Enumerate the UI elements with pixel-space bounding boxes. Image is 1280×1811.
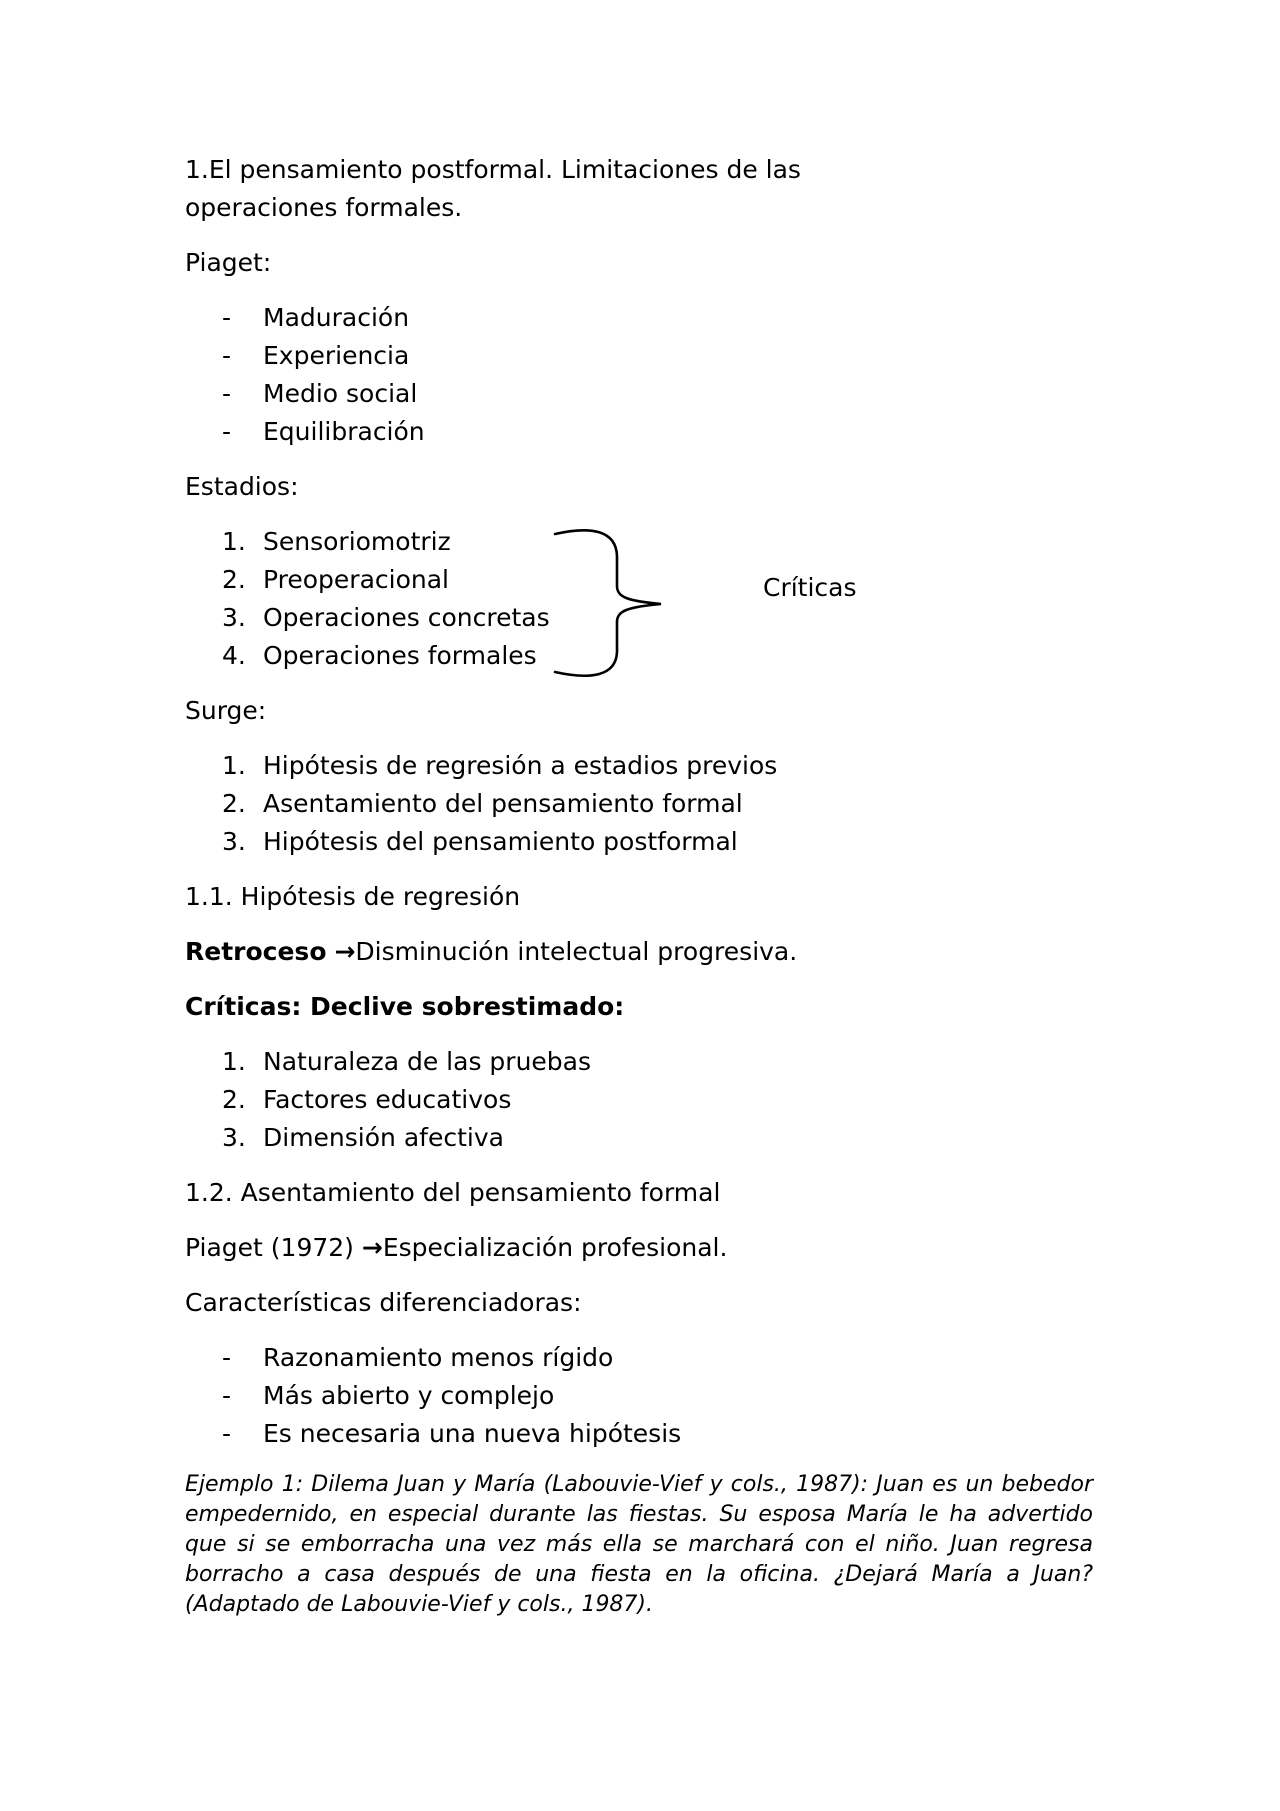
list-item: Dimensión afectiva (263, 1123, 504, 1152)
list-item: - Es necesaria una nueva hipótesis (185, 1415, 1093, 1453)
caracteristicas-label: Características diferenciadoras: (185, 1288, 582, 1317)
piaget-1972-text: Especialización profesional. (382, 1233, 728, 1262)
list-item: Naturaleza de las pruebas (263, 1047, 592, 1076)
ejemplo-paragraph: Ejemplo 1: Dilema Juan y María (Labouvie-Vief y cols., 1987): Juan es un bebedor empedernido, en especial durante las fiestas. Su esposa María le ha advertido que si se emborracha una vez más ella se marchará con el niño. Juan regresa borracho a casa después de una fiesta en la oficina. ¿Dejará María a Juan? (Adaptado de Labouvie-Vief y cols., 1987). (185, 1472, 1093, 1617)
list-item: Asentamiento del pensamiento formal (263, 789, 743, 818)
list-item: Hipótesis del pensamiento postformal (263, 827, 738, 856)
document-content (185, 151, 1093, 1637)
brace-graphic (553, 524, 668, 682)
list-item: Operaciones concretas (263, 603, 550, 632)
list-item: Hipótesis de regresión a estadios previos (263, 751, 778, 780)
estadios-label: Estadios: (185, 472, 299, 501)
retroceso-text: Disminución intelectual progresiva. (355, 937, 798, 966)
piaget-factors-list (185, 299, 1093, 451)
list-item: Operaciones formales (263, 641, 537, 670)
section-1-2-heading: 1.2. Asentamiento del pensamiento formal (185, 1178, 721, 1207)
retroceso-line (185, 933, 1093, 971)
list-item: Preoperacional (263, 565, 449, 594)
piaget-1972-line (185, 1229, 1093, 1267)
criticas-annotation: Críticas (763, 573, 857, 602)
right-arrow-icon: → (361, 1233, 383, 1262)
section-1-1-heading: 1.1. Hipótesis de regresión (185, 882, 521, 911)
list-item: Factores educativos (263, 1085, 512, 1114)
piaget-label: Piaget: (185, 248, 272, 277)
criticas-list (185, 1043, 1093, 1157)
list-item: - Equilibración (185, 413, 1093, 451)
criticas-heading: Críticas: Declive sobrestimado: (185, 992, 625, 1021)
right-arrow-icon: → (334, 937, 356, 966)
page-title: 1.El pensamiento postformal. Limitaciones de las operaciones formales. (185, 155, 801, 222)
list-item: - Maduración (185, 299, 1093, 337)
list-item: - Más abierto y complejo (185, 1377, 1093, 1415)
piaget-1972-lead: Piaget (1972) (185, 1233, 354, 1262)
retroceso-lead: Retroceso (185, 937, 327, 966)
list-item: - Medio social (185, 375, 1093, 413)
surge-label: Surge: (185, 696, 267, 725)
list-item: - Experiencia (185, 337, 1093, 375)
list-item: - Razonamiento menos rígido (185, 1339, 1093, 1377)
caracteristicas-list (185, 1339, 1093, 1453)
surge-list (185, 747, 1093, 861)
list-item: Sensoriomotriz (263, 527, 451, 556)
